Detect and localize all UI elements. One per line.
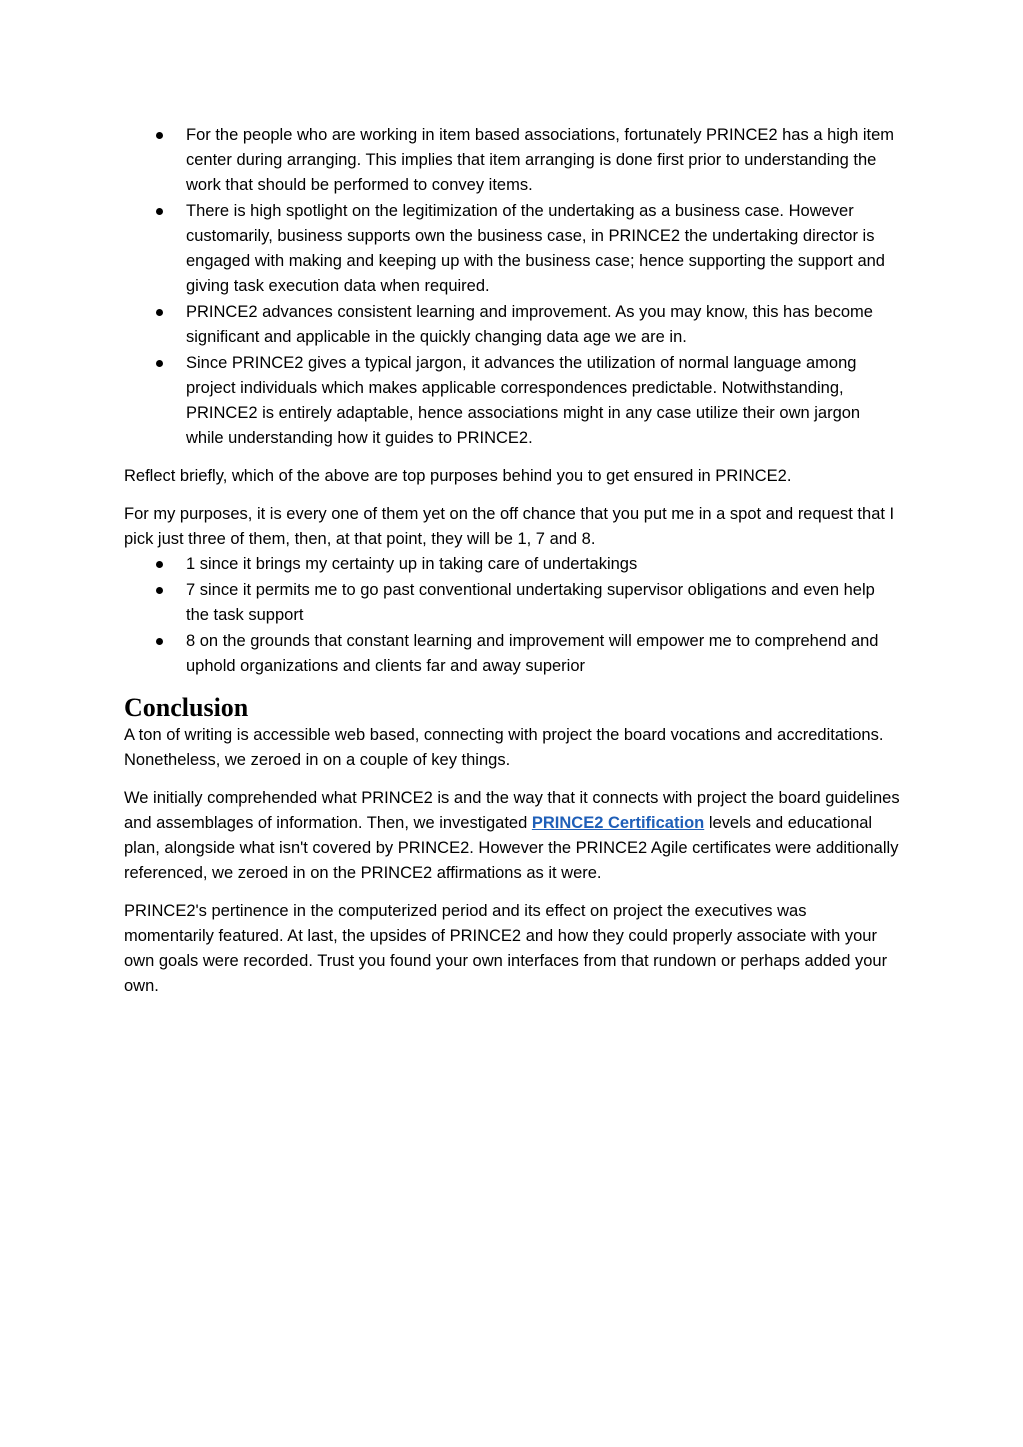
paragraph-text: levels and educational plan, alongside what isn't covered by PRINCE2. However the PRINCE2 Agile certificates were additionally referenced, we zeroed in on the PRINCE2 affirmations as it were. bbox=[124, 814, 899, 882]
prince2-certification-link[interactable]: PRINCE2 Certification bbox=[531, 814, 705, 832]
bullet-icon bbox=[156, 309, 163, 316]
reflect-paragraph: Reflect briefly, which of the above are top purposes behind you to get ensured in PRINCE2. bbox=[124, 467, 792, 485]
list-item bbox=[124, 629, 900, 679]
list-item bbox=[124, 351, 900, 451]
list-item-text: 1 since it brings my certainty up in taking care of undertakings bbox=[186, 555, 638, 573]
list-item bbox=[124, 300, 900, 350]
conclusion-paragraph-2 bbox=[124, 786, 900, 886]
list-item-text: For the people who are working in item based associations, fortunately PRINCE2 has a high item center during arranging. This implies that item arranging is done first prior to understanding the work that should be performed to convey items. bbox=[186, 126, 895, 194]
bullet-icon bbox=[156, 561, 163, 568]
bullet-icon bbox=[156, 587, 163, 594]
document-body bbox=[124, 123, 900, 999]
choices-list bbox=[124, 552, 900, 679]
list-item-text: There is high spotlight on the legitimization of the undertaking as a business case. However customarily, business supports own the business case, in PRINCE2 the undertaking director is engaged with making and keeping up with the business case; hence supporting the support and giving task execution data when required. bbox=[186, 202, 885, 295]
list-item-text: 8 on the grounds that constant learning and improvement will empower me to comprehend and uphold organizations and clients far and away superior bbox=[186, 632, 879, 675]
list-item-text: Since PRINCE2 gives a typical jargon, it advances the utilization of normal language among project individuals which makes applicable correspondences predictable. Notwithstanding, PRINCE2 is entirely adaptable, hence associations might in any case utilize their own jargon while understanding how it guides to PRINCE2. bbox=[186, 354, 861, 447]
conclusion-paragraph-1: A ton of writing is accessible web based, connecting with project the board vocations and accreditations. Nonetheless, we zeroed in on a couple of key things. bbox=[124, 726, 884, 769]
conclusion-paragraph-3: PRINCE2's pertinence in the computerized period and its effect on project the executives was momentarily featured. At last, the upsides of PRINCE2 and how they could properly associate with your own goals were recorded. Trust you found your own interfaces from that rundown or perhaps added your own. bbox=[124, 902, 888, 995]
bullet-icon bbox=[156, 638, 163, 645]
benefits-list bbox=[124, 123, 900, 451]
list-item bbox=[124, 578, 900, 628]
bullet-icon bbox=[156, 360, 163, 367]
list-item-text: 7 since it permits me to go past conventional undertaking supervisor obligations and even help the task support bbox=[186, 581, 875, 624]
list-item bbox=[124, 123, 900, 198]
list-item-text: PRINCE2 advances consistent learning and improvement. As you may know, this has become significant and applicable in the quickly changing data age we are in. bbox=[186, 303, 873, 346]
purposes-paragraph: For my purposes, it is every one of them yet on the off chance that you put me in a spot and request that I pick just three of them, then, at that point, they will be 1, 7 and 8. bbox=[124, 505, 895, 548]
bullet-icon bbox=[156, 208, 163, 215]
list-item bbox=[124, 552, 900, 577]
paragraph-text: We initially comprehended what PRINCE2 is and the way that it connects with project the board guidelines and assemblages of information. Then, we investigated bbox=[124, 789, 900, 832]
conclusion-heading: Conclusion bbox=[124, 693, 249, 722]
list-item bbox=[124, 199, 900, 299]
bullet-icon bbox=[156, 132, 163, 139]
